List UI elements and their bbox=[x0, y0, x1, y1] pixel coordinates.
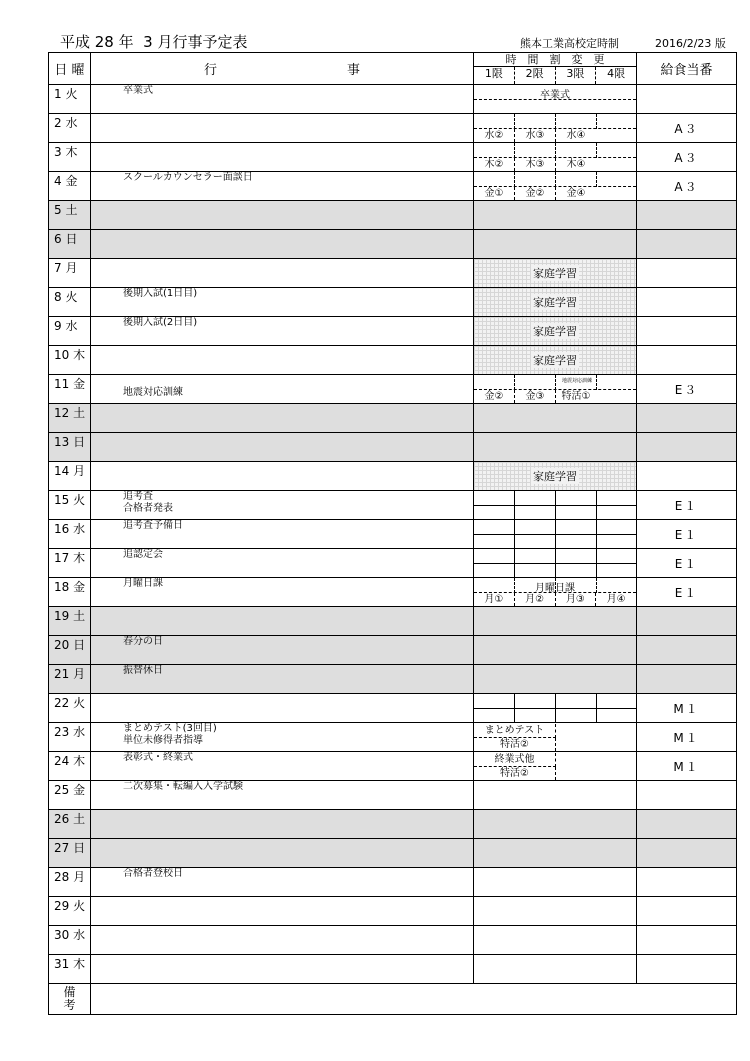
events-cell bbox=[91, 578, 474, 607]
home-study-block bbox=[474, 462, 636, 490]
meal-duty-cell bbox=[637, 810, 737, 839]
schedule-cell bbox=[474, 723, 637, 752]
event-text: 後期入試(1日目) bbox=[123, 288, 198, 299]
meal-duty-cell: M１ bbox=[637, 694, 737, 723]
meal-duty-cell bbox=[637, 346, 737, 375]
school-name: 熊本工業高校定時制 bbox=[520, 37, 619, 50]
event-text: 合格者登校日 bbox=[123, 868, 183, 879]
day-cell: 18 金 bbox=[49, 578, 91, 607]
day-row bbox=[49, 433, 737, 462]
day-row bbox=[49, 230, 737, 259]
remarks-label bbox=[49, 984, 91, 1015]
day-cell: 6 日 bbox=[49, 230, 91, 259]
meal-duty-cell bbox=[637, 636, 737, 665]
meal-duty-cell: E１ bbox=[637, 578, 737, 607]
meal-duty-cell bbox=[637, 868, 737, 897]
period-header: 3限 bbox=[556, 67, 597, 84]
meal-duty-cell bbox=[637, 317, 737, 346]
events-cell bbox=[91, 317, 474, 346]
home-study-label: 家庭学習 bbox=[533, 296, 577, 309]
event-text: 単位未修得者指導 bbox=[123, 735, 203, 746]
day-cell: 1 火 bbox=[49, 85, 91, 114]
merge-test-label: まとめテスト bbox=[474, 724, 556, 738]
day-cell: 5 土 bbox=[49, 201, 91, 230]
home-study-block bbox=[474, 317, 636, 345]
day-row bbox=[49, 578, 737, 607]
day-row bbox=[49, 926, 737, 955]
day-cell: 17 木 bbox=[49, 549, 91, 578]
home-study-label: 家庭学習 bbox=[533, 267, 577, 280]
day-cell: 20 日 bbox=[49, 636, 91, 665]
events-cell bbox=[91, 114, 474, 143]
events-cell bbox=[91, 259, 474, 288]
events-cell bbox=[91, 723, 474, 752]
day-cell: 8 火 bbox=[49, 288, 91, 317]
events-cell bbox=[91, 172, 474, 201]
events-cell bbox=[91, 752, 474, 781]
meal-duty-cell: E１ bbox=[637, 549, 737, 578]
day-cell: 23 水 bbox=[49, 723, 91, 752]
home-study-block bbox=[474, 346, 636, 374]
events-cell bbox=[91, 404, 474, 433]
schedule-cell bbox=[474, 839, 637, 868]
day-row bbox=[49, 114, 737, 143]
day-row bbox=[49, 549, 737, 578]
period-change: 月④ bbox=[606, 594, 626, 605]
schedule-cell bbox=[474, 85, 637, 114]
home-study-block bbox=[474, 259, 636, 287]
period-change: 金② bbox=[515, 187, 556, 200]
event-text: 後期入試(2日目) bbox=[123, 317, 198, 328]
events-cell bbox=[91, 143, 474, 172]
period-change: 金③ bbox=[515, 390, 556, 403]
day-row bbox=[49, 868, 737, 897]
schedule-cell bbox=[474, 230, 637, 259]
event-text: 地震対応訓練 bbox=[123, 387, 183, 398]
day-row bbox=[49, 375, 737, 404]
schedule-cell bbox=[474, 114, 637, 143]
home-study-label: 家庭学習 bbox=[533, 354, 577, 367]
events-cell bbox=[91, 375, 474, 404]
event-text bbox=[91, 375, 473, 387]
meal-duty-cell bbox=[637, 404, 737, 433]
home-study-label: 家庭学習 bbox=[533, 325, 577, 338]
meal-duty-cell bbox=[637, 201, 737, 230]
schedule-cell bbox=[474, 752, 637, 781]
period-change: 水② bbox=[474, 129, 515, 142]
period-change: 金① bbox=[474, 187, 515, 200]
event-text: 追考査予備日 bbox=[123, 520, 183, 531]
schedule-cell bbox=[474, 665, 637, 694]
schedule-cell bbox=[474, 433, 637, 462]
event-text: 二次募集・転編入入学試験 bbox=[123, 781, 243, 792]
period-change: 木④ bbox=[566, 159, 586, 170]
events-cell bbox=[91, 201, 474, 230]
day-cell: 7 月 bbox=[49, 259, 91, 288]
schedule-span-label: 卒業式 bbox=[540, 90, 570, 101]
events-cell bbox=[91, 926, 474, 955]
schedule-cell bbox=[474, 172, 637, 201]
meal-duty-cell: E１ bbox=[637, 491, 737, 520]
day-cell: 9 水 bbox=[49, 317, 91, 346]
day-cell: 11 金 bbox=[49, 375, 91, 404]
period-change: 月① bbox=[474, 593, 515, 606]
day-row bbox=[49, 694, 737, 723]
meal-duty-cell bbox=[637, 955, 737, 984]
day-cell: 22 火 bbox=[49, 694, 91, 723]
schedule-cell bbox=[474, 317, 637, 346]
day-cell: 12 土 bbox=[49, 404, 91, 433]
meal-duty-cell bbox=[637, 607, 737, 636]
schedule-cell bbox=[474, 201, 637, 230]
schedule-cell bbox=[474, 520, 637, 549]
day-cell: 24 木 bbox=[49, 752, 91, 781]
period-header: 4限 bbox=[607, 67, 626, 80]
day-cell: 25 金 bbox=[49, 781, 91, 810]
event-text: 振替休日 bbox=[123, 665, 163, 676]
period-change: 木③ bbox=[515, 158, 556, 171]
day-row bbox=[49, 839, 737, 868]
day-cell: 14 月 bbox=[49, 462, 91, 491]
remarks-row bbox=[49, 984, 737, 1015]
event-text: まとめテスト(3回目) bbox=[123, 723, 217, 734]
day-row bbox=[49, 897, 737, 926]
events-cell bbox=[91, 520, 474, 549]
schedule-cell bbox=[474, 955, 637, 984]
events-cell bbox=[91, 433, 474, 462]
day-row bbox=[49, 317, 737, 346]
day-cell: 31 木 bbox=[49, 955, 91, 984]
event-text: 春分の日 bbox=[123, 636, 163, 647]
day-row bbox=[49, 665, 737, 694]
meal-duty-cell bbox=[637, 665, 737, 694]
schedule-cell bbox=[474, 375, 637, 404]
day-cell: 4 金 bbox=[49, 172, 91, 201]
period-change: 月③ bbox=[556, 593, 597, 606]
events-cell bbox=[91, 491, 474, 520]
header-events: 行 事 bbox=[91, 53, 474, 85]
day-row bbox=[49, 462, 737, 491]
day-cell: 15 火 bbox=[49, 491, 91, 520]
period-change: 水④ bbox=[566, 130, 586, 141]
day-cell: 19 土 bbox=[49, 607, 91, 636]
merge-test-label: 終業式他 bbox=[474, 753, 556, 767]
header-date: 日 曜 bbox=[49, 53, 91, 85]
schedule-table bbox=[48, 52, 737, 1015]
home-study-block bbox=[474, 288, 636, 316]
events-cell bbox=[91, 346, 474, 375]
events-cell bbox=[91, 955, 474, 984]
meal-duty-cell: A３ bbox=[637, 172, 737, 201]
period-change: 特活① bbox=[561, 391, 591, 402]
header-meal: 給食当番 bbox=[637, 53, 737, 85]
meal-duty-cell: A３ bbox=[637, 114, 737, 143]
events-cell bbox=[91, 462, 474, 491]
remarks-content bbox=[91, 984, 737, 1015]
meal-duty-cell bbox=[637, 433, 737, 462]
event-text: 合格者発表 bbox=[123, 503, 173, 514]
day-cell: 28 月 bbox=[49, 868, 91, 897]
day-row bbox=[49, 723, 737, 752]
day-cell: 2 水 bbox=[49, 114, 91, 143]
day-cell: 27 日 bbox=[49, 839, 91, 868]
day-row bbox=[49, 404, 737, 433]
table-header-row bbox=[49, 53, 737, 85]
meal-duty-cell bbox=[637, 897, 737, 926]
day-row bbox=[49, 288, 737, 317]
schedule-cell bbox=[474, 607, 637, 636]
meal-duty-cell bbox=[637, 839, 737, 868]
schedule-span-label: 月曜日課 bbox=[535, 583, 575, 594]
schedule-cell bbox=[474, 781, 637, 810]
meal-duty-cell bbox=[637, 259, 737, 288]
meal-duty-cell: M１ bbox=[637, 752, 737, 781]
schedule-cell bbox=[474, 346, 637, 375]
home-study-label: 家庭学習 bbox=[533, 470, 577, 483]
meal-duty-cell bbox=[637, 781, 737, 810]
schedule-cell bbox=[474, 868, 637, 897]
meal-duty-cell bbox=[637, 462, 737, 491]
meal-duty-cell: E３ bbox=[637, 375, 737, 404]
day-cell: 26 土 bbox=[49, 810, 91, 839]
events-cell bbox=[91, 607, 474, 636]
day-row bbox=[49, 636, 737, 665]
period-header: 1限 bbox=[474, 67, 515, 84]
event-text: 卒業式 bbox=[123, 85, 153, 96]
meal-duty-cell bbox=[637, 85, 737, 114]
day-row bbox=[49, 752, 737, 781]
period-change: 金④ bbox=[566, 188, 586, 199]
period-change: 金② bbox=[474, 390, 515, 403]
schedule-cell bbox=[474, 491, 637, 520]
day-cell: 3 木 bbox=[49, 143, 91, 172]
version-date: 2016/2/23 版 bbox=[655, 37, 726, 50]
remarks-label-char: 備 bbox=[63, 985, 76, 999]
day-row bbox=[49, 607, 737, 636]
page-title: 平成 28 年 3 月行事予定表 bbox=[60, 33, 248, 51]
schedule-change-label: 時 間 割 変 更 bbox=[474, 53, 636, 67]
event-text: 追考査 bbox=[123, 491, 153, 502]
events-cell bbox=[91, 694, 474, 723]
schedule-cell bbox=[474, 694, 637, 723]
schedule-cell bbox=[474, 810, 637, 839]
meal-duty-cell bbox=[637, 230, 737, 259]
events-cell bbox=[91, 636, 474, 665]
events-cell bbox=[91, 781, 474, 810]
events-cell bbox=[91, 230, 474, 259]
day-row bbox=[49, 85, 737, 114]
period-note: 地震対応訓練 bbox=[561, 378, 592, 384]
period-change: 木② bbox=[474, 158, 515, 171]
schedule-cell bbox=[474, 259, 637, 288]
schedule-cell bbox=[474, 462, 637, 491]
schedule-cell bbox=[474, 578, 637, 607]
events-cell bbox=[91, 839, 474, 868]
day-cell: 16 水 bbox=[49, 520, 91, 549]
meal-duty-cell bbox=[637, 288, 737, 317]
merge-test-period: 特活② bbox=[474, 767, 556, 780]
day-row bbox=[49, 346, 737, 375]
day-row bbox=[49, 143, 737, 172]
day-row bbox=[49, 955, 737, 984]
events-cell bbox=[91, 868, 474, 897]
schedule-cell bbox=[474, 404, 637, 433]
events-cell bbox=[91, 549, 474, 578]
day-row bbox=[49, 520, 737, 549]
meal-duty-cell: A３ bbox=[637, 143, 737, 172]
day-cell: 21 月 bbox=[49, 665, 91, 694]
day-cell: 29 火 bbox=[49, 897, 91, 926]
day-row bbox=[49, 172, 737, 201]
schedule-cell bbox=[474, 549, 637, 578]
events-cell bbox=[91, 810, 474, 839]
period-header: 2限 bbox=[515, 67, 556, 84]
schedule-cell bbox=[474, 897, 637, 926]
day-row bbox=[49, 201, 737, 230]
events-cell bbox=[91, 665, 474, 694]
day-row bbox=[49, 259, 737, 288]
day-row bbox=[49, 810, 737, 839]
meal-duty-cell: E１ bbox=[637, 520, 737, 549]
event-text: 追認定会 bbox=[123, 549, 163, 560]
remarks-label-char: 考 bbox=[63, 998, 76, 1012]
schedule-cell bbox=[474, 143, 637, 172]
meal-duty-cell: M１ bbox=[637, 723, 737, 752]
meal-duty-cell bbox=[637, 926, 737, 955]
period-change: 月② bbox=[515, 593, 556, 606]
events-cell bbox=[91, 85, 474, 114]
header-schedule bbox=[474, 53, 637, 85]
day-cell: 30 水 bbox=[49, 926, 91, 955]
event-text: 月曜日課 bbox=[123, 578, 163, 589]
day-cell: 10 木 bbox=[49, 346, 91, 375]
day-row bbox=[49, 491, 737, 520]
day-cell: 13 日 bbox=[49, 433, 91, 462]
merge-test-period: 特活② bbox=[474, 738, 556, 751]
period-change: 水③ bbox=[515, 129, 556, 142]
events-cell bbox=[91, 897, 474, 926]
event-text: 表彰式・終業式 bbox=[123, 752, 193, 763]
schedule-cell bbox=[474, 288, 637, 317]
events-cell bbox=[91, 288, 474, 317]
event-text: スクールカウンセラー面談日 bbox=[123, 172, 253, 183]
schedule-cell bbox=[474, 636, 637, 665]
schedule-cell bbox=[474, 926, 637, 955]
day-row bbox=[49, 781, 737, 810]
